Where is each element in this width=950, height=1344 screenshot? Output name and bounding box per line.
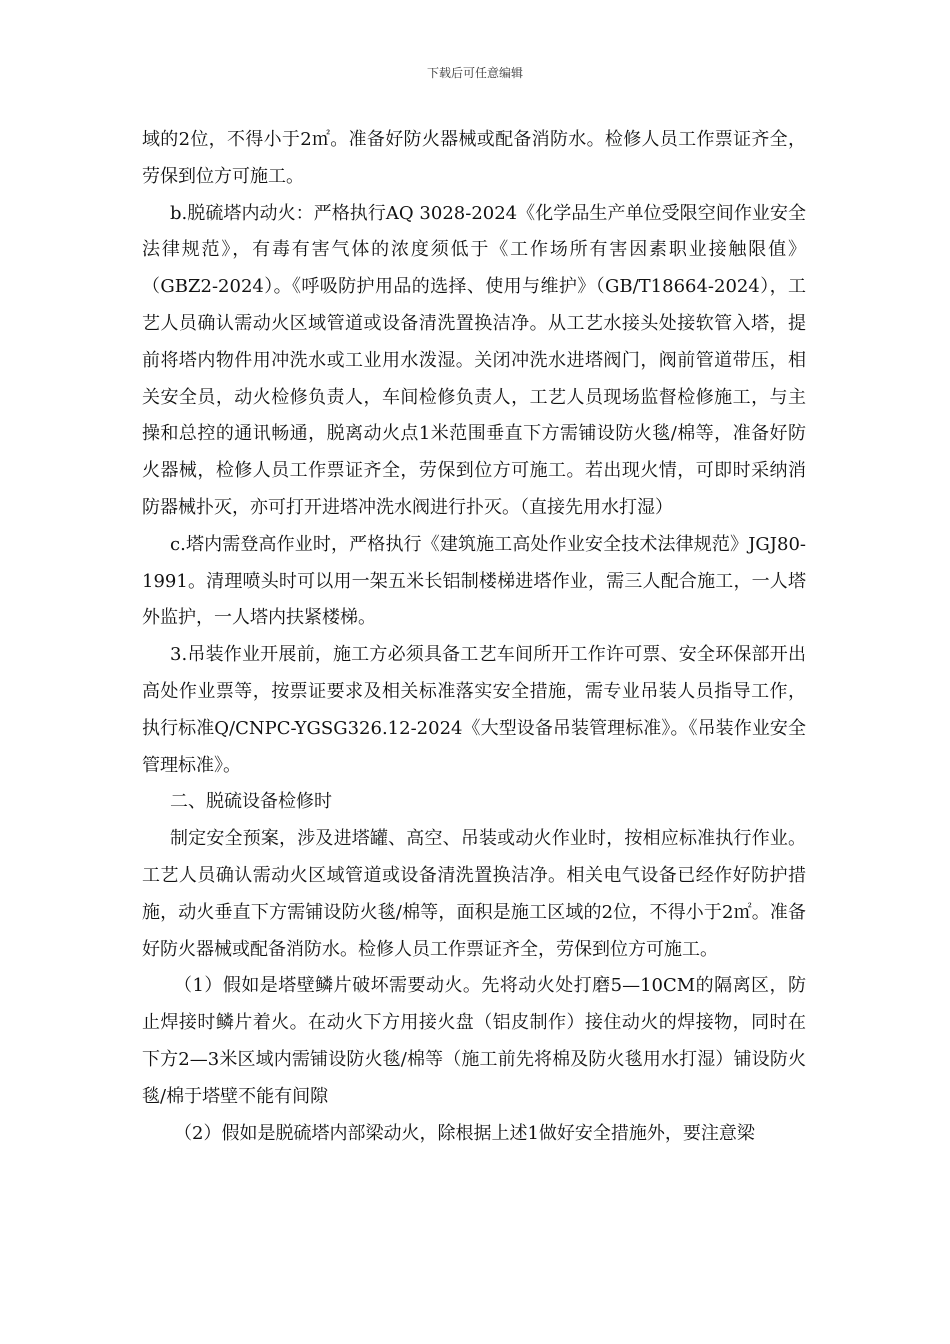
paragraph: 3.吊装作业开展前，施工方必须具备工艺车间所开工作许可票、安全环保部开出高处作业票等，按票证要求及相关标准落实安全措施，需专业吊装人员指导工作，执行标准Q/CNPC-YGSG326.12-2024《大型设备吊装管理标准》。《吊装作业安全管理标准》。 xyxy=(142,644,806,776)
paragraph: 域的2位，不得小于2㎡。准备好防火器械或配备消防水。检修人员工作票证齐全，劳保到位方可施工。 xyxy=(142,129,806,187)
document-body xyxy=(142,122,806,1152)
paragraph: 制定安全预案，涉及进塔罐、高空、吊装或动火作业时，按相应标准执行作业。工艺人员确认需动火区域管道或设备清洗置换洁净。相关电气设备已经作好防护措施，动火垂直下方需铺设防火毯/棉等，面积是施工区域的2位，不得小于2㎡。准备好防火器械或配备消防水。检修人员工作票证齐全，劳保到位方可施工。 xyxy=(142,828,806,960)
section-heading: 二、脱硫设备检修时 xyxy=(170,791,332,813)
paragraph: （1）假如是塔壁鳞片破坏需要动火。先将动火处打磨5—10CM的隔离区，防止焊接时鳞片着火。在动火下方用接火盘（铝皮制作）接住动火的焊接物，同时在下方2—3米区域内需铺设防火毯/棉等（施工前先将棉及防火毯用水打湿）铺设防火毯/棉于塔壁不能有间隙 xyxy=(142,975,806,1107)
page-header: 下载后可任意编辑 xyxy=(426,66,523,80)
paragraph: b.脱硫塔内动火：严格执行AQ 3028-2024《化学品生产单位受限空间作业安全法律规范》，有毒有害气体的浓度须低于《工作场所有害因素职业接触限值》（GBZ2-2024）。《呼吸防护用品的选择、使用与维护》（GB/T18664-2024），工艺人员确认需动火区域管道或设备清洗置换洁净。从工艺水接头处接软管入塔，提前将塔内物件用冲洗水或工业用水泼湿。关闭冲洗水进塔阀门，阀前管道带压，相关安全员，动火检修负责人，车间检修负责人，工艺人员现场监督检修施工，与主操和总控的通讯畅通，脱离动火点1米范围垂直下方需铺设防火毯/棉等，准备好防火器械，检修人员工作票证齐全，劳保到位方可施工。若出现火情，可即时采纳消防器械扑灭，亦可打开进塔冲洗水阀进行扑灭。（直接先用水打湿） xyxy=(142,202,806,518)
paragraph: c.塔内需登高作业时，严格执行《建筑施工高处作业安全技术法律规范》JGJ80-1991。清理喷头时可以用一架五米长铝制楼梯进塔作业，需三人配合施工，一人塔外监护，一人塔内扶紧楼梯。 xyxy=(142,533,806,629)
paragraph: （2）假如是脱硫塔内部梁动火，除根据上述1做好安全措施外，要注意梁 xyxy=(174,1122,755,1144)
